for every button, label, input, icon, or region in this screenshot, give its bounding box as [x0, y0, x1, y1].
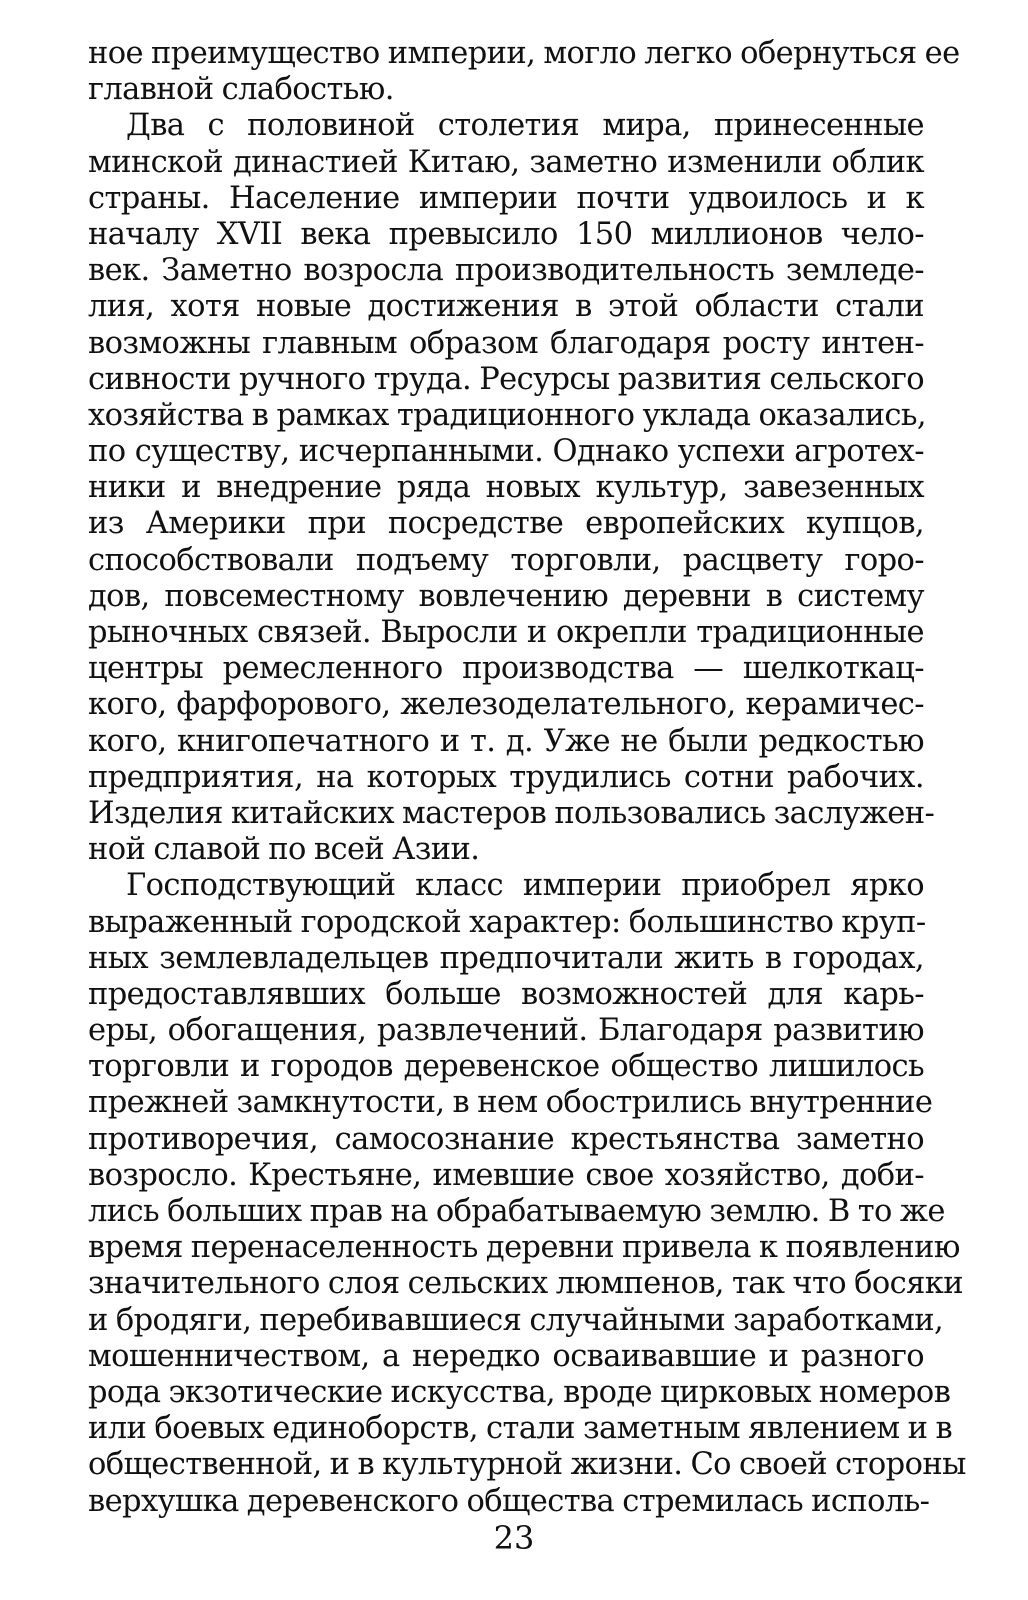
text-line: и бродяги, перебивавшиеся случайными заработками,	[88, 1302, 944, 1338]
text-line: предприятия, на которых трудились сотни рабочих.	[88, 759, 924, 795]
text-line: способствовали подъему торговли, расцвету горо-	[88, 542, 924, 578]
text-line: по существу, исчерпанными. Однако успехи агротех-	[88, 434, 924, 470]
text-line: лись больших прав на обрабатываемую землю. В то же	[88, 1194, 945, 1229]
text-line: дов, повсеместному вовлечению деревни в систему	[88, 578, 924, 614]
text-line: торговли и городов деревенское общество лишилось	[88, 1049, 924, 1085]
text-block	[88, 36, 966, 1520]
text-line: предоставлявших больше возможностей для карь-	[88, 976, 924, 1012]
text-line: Изделия китайских мастеров пользовались заслужен-	[88, 795, 935, 831]
text-line: выраженный городской характер: большинство круп-	[88, 904, 926, 940]
paragraph	[88, 36, 960, 108]
text-line: возросло. Крестьяне, имевшие свое хозяйство, доби-	[88, 1157, 924, 1193]
text-line: кого, книгопечатного и т. д. Уже не были редкостью	[88, 723, 924, 759]
text-line: сивности ручного труда. Ресурсы развития сельского	[88, 361, 924, 397]
text-line: противоречия, самосознание крестьянства заметно	[88, 1121, 924, 1157]
page-number: 23	[493, 1519, 535, 1557]
text-line: или боевых единоборств, стали заметным явлением и в	[88, 1411, 953, 1447]
text-line: хозяйства в рамках традиционного уклада оказались,	[88, 397, 927, 433]
text-line: рыночных связей. Выросли и окрепли традиционные	[88, 615, 924, 650]
text-line: лия, хотя новые достижения в этой области стали	[88, 289, 924, 325]
text-line: рода экзотические искусства, вроде цирковых номеров	[88, 1374, 951, 1410]
text-line: кого, фарфорового, железоделательного, керамичес-	[88, 687, 924, 723]
text-line: началу XVII века превысило 150 миллионов чело-	[88, 216, 924, 252]
text-line: прежней замкнутости, в нем обострились внутренние	[88, 1085, 933, 1121]
text-line: страны. Население империи почти удвоилось и к	[88, 180, 924, 216]
text-line: время перенаселенность деревни привела к появлению	[88, 1230, 960, 1266]
text-line: ных землевладельцев предпочитали жить в городах,	[88, 940, 924, 976]
text-line: ное преимущество империи, могло легко обернуться ее	[88, 36, 960, 71]
text-line: век. Заметно возросла производительность земледе-	[88, 253, 924, 289]
paragraph	[88, 108, 935, 868]
text-line: минской династией Китаю, заметно изменили облик	[88, 144, 924, 180]
text-line: Два с половиной столетия мира, принесенные	[126, 108, 924, 144]
text-line: мошенничеством, а нередко осваивавшие и разного	[88, 1338, 924, 1374]
text-line: еры, обогащения, развлечений. Благодаря развитию	[88, 1013, 924, 1049]
text-line: главной слабостью.	[88, 72, 394, 108]
paragraph	[88, 868, 966, 1519]
page-body	[88, 36, 966, 1520]
text-line: Господствующий класс империи приобрел ярко	[126, 868, 924, 904]
text-line: верхушка деревенского общества стремилась исполь-	[88, 1483, 930, 1519]
text-line: из Америки при посредстве европейских купцов,	[88, 506, 924, 542]
text-line: значительного слоя сельских люмпенов, так что босяки	[88, 1266, 963, 1302]
text-line: центры ремесленного производства — шелкоткац-	[88, 651, 924, 687]
text-line: ники и внедрение ряда новых культур, завезенных	[88, 470, 924, 506]
text-line: ной славой по всей Азии.	[88, 832, 480, 868]
text-line: общественной, и в культурной жизни. Со своей стороны	[88, 1447, 966, 1483]
text-line: возможны главным образом благодаря росту интен-	[88, 325, 924, 361]
